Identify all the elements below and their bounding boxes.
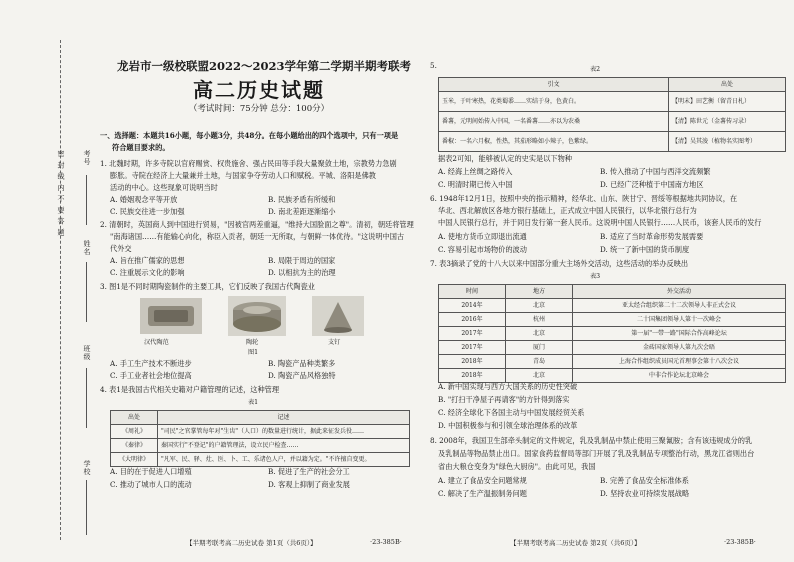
q6-option-d: D. 统一了新中国的货币制度 bbox=[600, 245, 690, 254]
cut-line-text: 密 封 线 内 不 要 答 题 bbox=[57, 150, 65, 237]
table-2 bbox=[438, 77, 786, 152]
q4-stem: 4. 表1是我国古代相关史籍对户籍管理的记述，这种管理 bbox=[100, 385, 280, 394]
binding-strip bbox=[0, 0, 96, 562]
table-cell-place: 杭州 bbox=[506, 313, 573, 327]
table-1-title: 表1 bbox=[248, 399, 259, 406]
table-3 bbox=[438, 284, 786, 383]
q8-line-2: 及乳制品等物品禁止出口。国家食药监督局等部门开展了乳及乳制品专项整治行动，黑龙江省则出台 bbox=[438, 449, 755, 458]
q1-option-a: A. 婚姻观念平等开放 bbox=[110, 195, 178, 204]
table-header-row bbox=[439, 78, 786, 92]
q6-option-c: C. 容易引起市场物价的波动 bbox=[438, 245, 527, 254]
q2-line-2: "南海诸国……有能输心向化，称臣入贡者，朝廷一无所取，与朝鲜一体优待。"这说明中国古 bbox=[110, 232, 405, 241]
table-cell-activity: 上海合作组织成员国元首理事会第十八次会议 bbox=[573, 355, 786, 369]
q3-option-a: A. 手工生产技术不断进步 bbox=[110, 359, 192, 368]
table-cell-record: 秦国实行"不登记"的户籍管理法，设立民户检查…… bbox=[158, 439, 410, 453]
table-row bbox=[111, 425, 410, 439]
q8-option-a: A. 建立了食品安全问题常规 bbox=[438, 476, 527, 485]
q3-option-c: C. 手工业者社会地位提高 bbox=[110, 371, 192, 380]
q6-option-a: A. 使地方货币立即退出流通 bbox=[438, 232, 527, 241]
q7-option-a: A. 新中国实现与西方大国关系的历史性突破 bbox=[438, 382, 578, 391]
name-label: 姓名 bbox=[83, 240, 91, 256]
q8-line-1: 8. 2008年，我国卫生部牵头制定的文件规定，乳及乳制品中禁止使用三聚氰胺；含有该违规成分的乳 bbox=[430, 436, 753, 445]
table-header-source: 出处 bbox=[669, 78, 786, 92]
table-row bbox=[439, 92, 786, 112]
exam-no-line bbox=[86, 175, 87, 225]
q1-line-2: 膨胀。寺院在经济上大量兼并土地，与国家争夺劳动人口和赋税。平城、洛阳是佛教 bbox=[110, 171, 376, 180]
q7-stem: 7. 表3摘录了党的十八大以来中国部分重大主场外交活动，这些活动的举办反映出 bbox=[430, 259, 689, 268]
table-cell-time: 2017年 bbox=[439, 341, 506, 355]
figure-caption-2: 陶轮 bbox=[246, 339, 259, 346]
table-cell-quote: 番椒：一名六月椒，性热，其茄形略如小辣子，色紫绿。 bbox=[439, 132, 669, 152]
q3-option-d: D. 陶瓷产品风格独特 bbox=[268, 371, 336, 380]
q5-option-a: A. 经海上丝绸之路传入 bbox=[438, 167, 513, 176]
q7-option-d: D. 中国积极参与和引领全球治理体系的改革 bbox=[438, 421, 578, 430]
table-cell-time: 2018年 bbox=[439, 369, 506, 383]
table-header-row bbox=[111, 411, 410, 425]
q1-line-3: 活动的中心。这些现象可说明当时 bbox=[110, 183, 218, 192]
pottery-mold-image bbox=[140, 298, 202, 334]
q8-option-b: B. 完善了食品安全标准体系 bbox=[600, 476, 689, 485]
q1-option-c: C. 民族交往进一步加强 bbox=[110, 207, 185, 216]
table-row bbox=[111, 453, 410, 467]
table-cell-source: 【清】陈世元（金薯传习录） bbox=[669, 112, 786, 132]
q6-option-b: B. 适应了当时革命形势发展需要 bbox=[600, 232, 704, 241]
q3-option-b: B. 陶瓷产品种类繁多 bbox=[268, 359, 336, 368]
q4-option-b: B. 促进了生产的社会分工 bbox=[268, 467, 350, 476]
table-cell-source: 《大明律》 bbox=[111, 453, 158, 467]
right-page bbox=[424, 0, 790, 562]
table-cell-time: 2016年 bbox=[439, 313, 506, 327]
seal-line bbox=[60, 40, 61, 540]
q5-number: 5. bbox=[430, 61, 437, 70]
table-header-record: 记述 bbox=[158, 411, 410, 425]
q3-stem: 3. 图1是不同时期陶瓷制作的主要工具，它们反映了我国古代陶瓷业 bbox=[100, 282, 315, 291]
q2-option-c: C. 注重展示文化的影响 bbox=[110, 268, 185, 277]
table-header-place: 地方 bbox=[506, 285, 573, 299]
section-1-line-1: 一、选择题：本题共16小题，每小题3分，共48分。在每小题给出的四个选项中，只有一项是 bbox=[100, 131, 399, 140]
q5-option-b: B. 传入推动了中国与西洋交流频繁 bbox=[600, 167, 711, 176]
table-cell-quote: 番薯，元明间始传入中国，一名番薯……亦以为农桑 bbox=[439, 112, 669, 132]
table-cell-place: 厦门 bbox=[506, 341, 573, 355]
table-cell-quote: 玉米，于叶寒热，花类蜀黍……实结于身，色黄白。 bbox=[439, 92, 669, 112]
table-row bbox=[111, 439, 410, 453]
q4-option-a: A. 目的在于促进人口增殖 bbox=[110, 467, 192, 476]
table-row bbox=[439, 112, 786, 132]
table-row bbox=[439, 132, 786, 152]
table-header-quote: 引文 bbox=[439, 78, 669, 92]
table-row bbox=[439, 341, 786, 355]
q6-line-3: 中国人民银行总行，并于同日发行第一套人民币。这说明中国人民银行……人民币，该套人民币的发行 bbox=[438, 218, 762, 227]
q5-option-c: C. 明清时期已传入中国 bbox=[438, 180, 513, 189]
footer-right: 【半期考联考高二历史试卷 第2页（共6页）】 bbox=[510, 539, 641, 547]
footer-right-code: ·23-385B· bbox=[724, 538, 756, 546]
table-cell-activity: 亚太经合组织第二十二次领导人非正式会议 bbox=[573, 299, 786, 313]
table-cell-place: 北京 bbox=[506, 299, 573, 313]
q2-option-b: B. 局限于周边的国家 bbox=[268, 256, 336, 265]
figure-caption-3: 支钉 bbox=[328, 339, 341, 346]
q8-option-c: C. 解决了生产温振制务问题 bbox=[438, 489, 527, 498]
kiln-support-image bbox=[312, 296, 364, 336]
table-cell-source: 【清】吴其浚（植物名实图考） bbox=[669, 132, 786, 152]
table-cell-place: 青岛 bbox=[506, 355, 573, 369]
table-row bbox=[439, 299, 786, 313]
table-cell-activity: 中非合作论坛北京峰会 bbox=[573, 369, 786, 383]
section-1-line-2: 符合题目要求的。 bbox=[112, 143, 170, 152]
school-label: 学校 bbox=[83, 460, 91, 476]
table-row bbox=[439, 313, 786, 327]
footer-left: 【半期考联考高二历史试卷 第1页（共6页）】 bbox=[186, 539, 317, 547]
table-header-source: 出处 bbox=[111, 411, 158, 425]
q4-option-d: D. 客观上抑制了商业发展 bbox=[268, 480, 350, 489]
q1-option-b: B. 民族矛盾有所缓和 bbox=[268, 195, 336, 204]
table-cell-source: 【明末】田艺衡（留青日札） bbox=[669, 92, 786, 112]
table-cell-record: "凡军、民、驿、灶、医、卜、工、乐诸色人户，并以籍为定。"不许擅自变更。 bbox=[158, 453, 410, 467]
table-cell-activity: 第一届"一带一路"国际合作高峰论坛 bbox=[573, 327, 786, 341]
q2-option-d: D. 以相抗为主的治理 bbox=[268, 268, 336, 277]
table-cell-activity: 二十国集团领导人第十一次峰会 bbox=[573, 313, 786, 327]
left-page bbox=[100, 0, 418, 562]
exam-no-label: 考号 bbox=[83, 150, 91, 166]
q1-option-d: D. 南北差距逐渐缩小 bbox=[268, 207, 336, 216]
table-1 bbox=[110, 410, 410, 467]
q5-stem: 据表2可知，能够被认定的史实是以下物种 bbox=[438, 154, 572, 163]
table-cell-source: 《周礼》 bbox=[111, 425, 158, 439]
table-row bbox=[439, 327, 786, 341]
footer-left-code: ·23-385B· bbox=[370, 538, 402, 546]
q1-line-1: 1. 北魏时期，许多寺院以官府赐赏、权贵施舍、强占民田等手段大量聚敛土地，宗教势力急剧 bbox=[100, 159, 397, 168]
table-cell-time: 2018年 bbox=[439, 355, 506, 369]
table-cell-place: 北京 bbox=[506, 327, 573, 341]
q5-option-d: D. 已经广泛种植于中国南方地区 bbox=[600, 180, 704, 189]
q8-option-d: D. 坚持农业可持续发展战略 bbox=[600, 489, 690, 498]
q6-line-2: 华北、西北解放区各地方银行基础上，正式成立中国人民银行，以华北银行总行为 bbox=[438, 206, 697, 215]
name-line bbox=[86, 262, 87, 322]
q7-option-c: C. 经济全球化下各国主动与中国发展经贸关系 bbox=[438, 408, 585, 417]
class-label: 班级 bbox=[83, 345, 91, 361]
q2-line-3: 代外交 bbox=[110, 244, 132, 253]
q2-line-1: 2. 清朝时，英国商人到中国进行贸易，"因被官两差重逼，"维持大国脸面之尊"。清初，朝廷将管理 bbox=[100, 220, 414, 229]
table-cell-activity: 金砖国家领导人第九次会晤 bbox=[573, 341, 786, 355]
table-2-title: 表2 bbox=[590, 66, 601, 73]
table-cell-time: 2014年 bbox=[439, 299, 506, 313]
q7-option-b: B. "打扫干净屋子再请客"的方针得到落实 bbox=[438, 395, 570, 404]
table-cell-source: 《秦律》 bbox=[111, 439, 158, 453]
q6-line-1: 6. 1948年12月1日，按照中央的指示精神，经华北、山东、陕甘宁、晋绥等根据地共同协议，在 bbox=[430, 194, 738, 203]
q8-line-3: 省由大粮仓变身为"绿色大厨房"。由此可见，我国 bbox=[438, 462, 596, 471]
potters-wheel-image bbox=[228, 296, 286, 336]
table-header-activity: 外交活动 bbox=[573, 285, 786, 299]
table-row bbox=[439, 355, 786, 369]
q4-option-c: C. 推动了城市人口的流动 bbox=[110, 480, 192, 489]
table-3-title: 表3 bbox=[590, 273, 601, 280]
school-line bbox=[86, 480, 87, 535]
figure-label: 图1 bbox=[248, 349, 259, 356]
exam-title: 龙岩市一级校联盟2022～2023学年第二学期半期考联考 bbox=[116, 59, 411, 73]
time-score: （考试时间：75分钟 总分：100分） bbox=[188, 104, 330, 114]
figure-caption-1: 汉代陶范 bbox=[144, 339, 169, 346]
table-header-time: 时间 bbox=[439, 285, 506, 299]
table-cell-place: 北京 bbox=[506, 369, 573, 383]
class-line bbox=[86, 368, 87, 428]
q2-option-a: A. 旨在推广儒家的思想 bbox=[110, 256, 185, 265]
table-header-row bbox=[439, 285, 786, 299]
subject-title: 高二历史试题 bbox=[193, 78, 325, 102]
table-cell-time: 2017年 bbox=[439, 327, 506, 341]
table-cell-record: "司民"之官掌管每年对"生齿"（人口）的数量进行统计，据此来征发兵役…… bbox=[158, 425, 410, 439]
